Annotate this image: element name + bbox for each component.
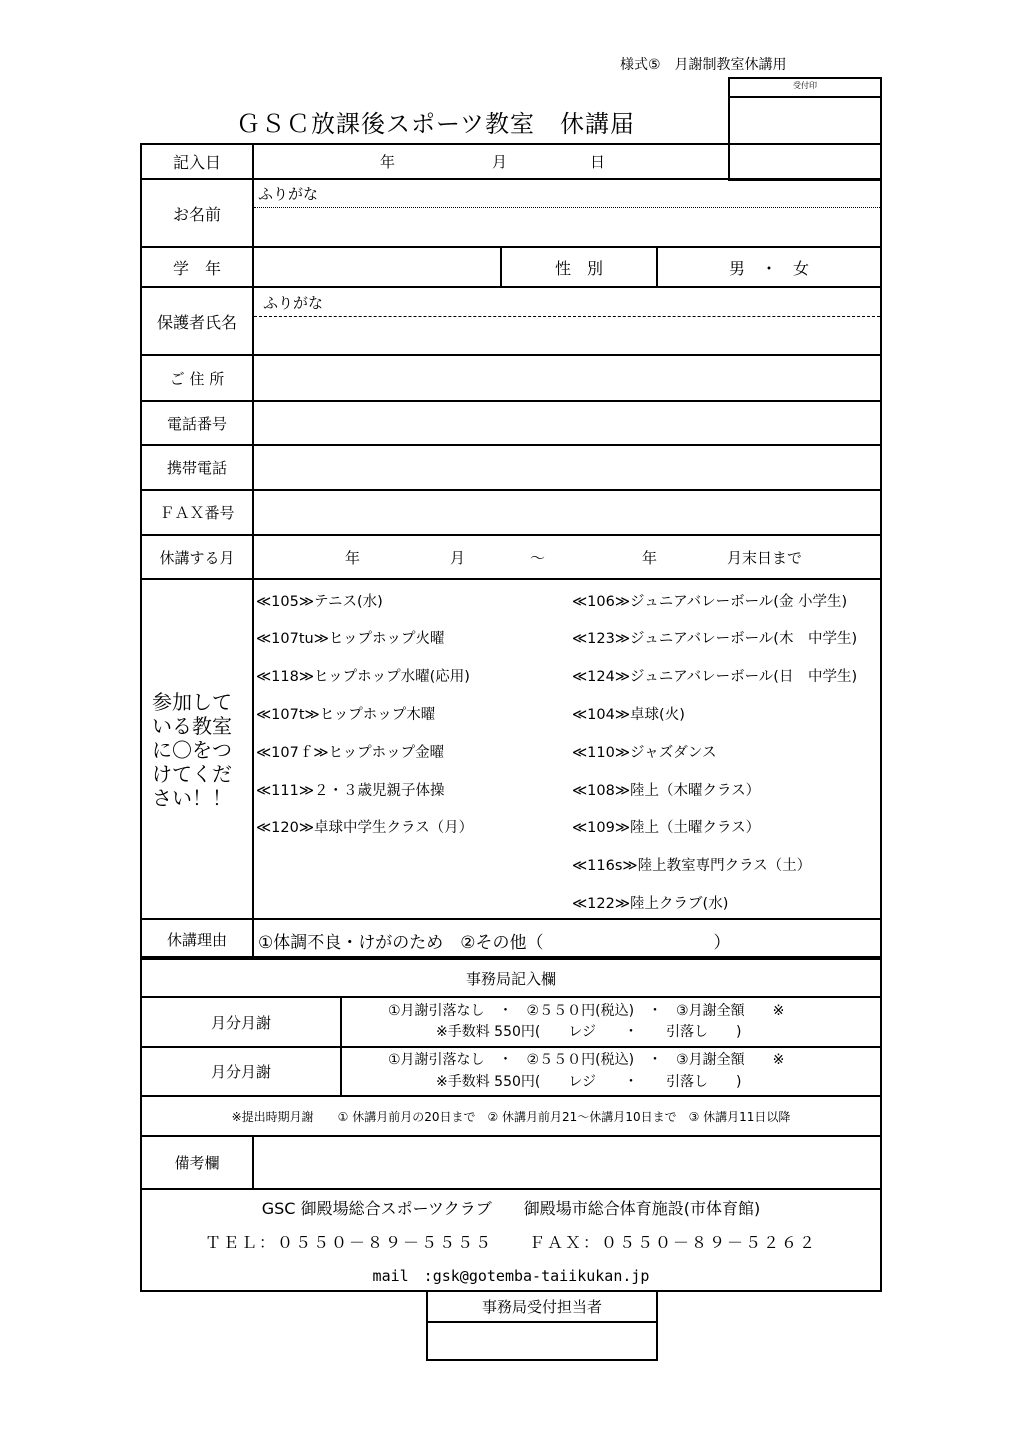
class-option-107f[interactable]: ≪107ｆ≫ヒップホップ金曜 [256, 745, 445, 761]
guardian-furigana-label: ふりがな [263, 294, 324, 312]
office-header: 事務局記入欄 [465, 969, 556, 988]
name-field[interactable] [254, 209, 880, 245]
class-option-106[interactable]: ≪106≫ジュニアバレーボール(金 小学生) [572, 594, 848, 610]
mobile-label: 携帯電話 [166, 459, 227, 477]
fee-row-1-commission[interactable]: ※手数料 550円( レジ ・ 引落し ) [436, 1024, 742, 1040]
grade-label: 学 年 [172, 258, 221, 278]
classes-label: 参加して いる教室 に〇をつ けてくだ さい！！ [152, 690, 232, 810]
fax-label: ＦＡＸ番号 [159, 504, 235, 522]
stamp-label: 受付印 [793, 81, 817, 90]
gender-label: 性 別 [554, 258, 603, 278]
date-month-unit: 月 [492, 153, 508, 171]
suspend-year1: 年 [345, 549, 361, 567]
suspend-end: 月末日まで [727, 549, 803, 567]
guardian-field[interactable] [254, 318, 880, 353]
class-option-107t[interactable]: ≪107t≫ヒップホップ木曜 [256, 707, 436, 723]
phone-label: 電話番号 [166, 414, 227, 433]
class-option-123[interactable]: ≪123≫ジュニアバレーボール(木 中学生) [572, 631, 858, 647]
mobile-field[interactable] [254, 446, 880, 489]
footer-mail: mail :gsk@gotemba-taiikukan.jp [372, 1267, 650, 1285]
footer-org: GSC 御殿場総合スポーツクラブ 御殿場市総合体育施設(市体育館) [261, 1199, 761, 1218]
page-title: ＧＳＣ放課後スポーツ教室 休講届 [236, 110, 636, 138]
form-type: 様式⑤ 月謝制教室休講用 [620, 57, 787, 73]
guardian-label: 保護者氏名 [156, 312, 237, 332]
date-year-unit: 年 [380, 153, 396, 171]
class-option-104[interactable]: ≪104≫卓球(火) [572, 707, 685, 723]
class-option-110[interactable]: ≪110≫ジャズダンス [572, 745, 717, 761]
address-field[interactable] [254, 356, 880, 400]
class-option-107tu[interactable]: ≪107tu≫ヒップホップ火曜 [256, 631, 445, 647]
deadline-note: ※提出時期月謝 ① 休講月前月の20日まで ② 休講月前月21～休講月10日まで ③ 休講月11日以降 [231, 1109, 791, 1124]
class-option-108[interactable]: ≪108≫陸上（木曜クラス） [572, 783, 761, 799]
suspend-tilde: ～ [530, 549, 546, 567]
reason-options[interactable]: ①体調不良・けがのため ②その他（ ） [258, 933, 731, 953]
class-option-118[interactable]: ≪118≫ヒップホップ水曜(応用) [256, 669, 470, 685]
entry-date-label: 記入日 [172, 153, 221, 172]
fax-field[interactable] [254, 491, 880, 534]
class-option-122[interactable]: ≪122≫陸上クラブ(水) [572, 896, 729, 912]
date-day-unit: 日 [590, 153, 606, 171]
class-option-105[interactable]: ≪105≫テニス(水) [256, 594, 383, 610]
class-option-111[interactable]: ≪111≫２・３歳児親子体操 [256, 783, 445, 799]
class-option-109[interactable]: ≪109≫陸上（土曜クラス） [572, 820, 761, 836]
grade-field[interactable] [254, 248, 500, 286]
suspend-year2: 年 [642, 549, 658, 567]
reason-label: 休講理由 [166, 930, 227, 949]
phone-field[interactable] [254, 402, 880, 444]
fee-row-2-commission[interactable]: ※手数料 550円( レジ ・ 引落し ) [436, 1074, 742, 1090]
suspend-month1: 月 [450, 549, 466, 567]
notes-field[interactable] [254, 1137, 880, 1188]
fee-row-1-options[interactable]: ①月謝引落なし ・ ②５５０円(税込) ・ ③月謝全額 ※ [388, 1003, 785, 1019]
class-option-116s[interactable]: ≪116s≫陸上教室専門クラス（土） [572, 858, 812, 874]
class-option-124[interactable]: ≪124≫ジュニアバレーボール(日 中学生) [572, 669, 858, 685]
notes-label: 備考欄 [174, 1154, 220, 1172]
name-label: お名前 [172, 204, 221, 224]
suspend-month-label: 休講する月 [159, 548, 235, 567]
class-option-120[interactable]: ≪120≫卓球中学生クラス（月） [256, 820, 474, 836]
fee-row-2-options[interactable]: ①月謝引落なし ・ ②５５０円(税込) ・ ③月謝全額 ※ [388, 1052, 785, 1068]
receiver-label: 事務局受付担当者 [481, 1298, 602, 1316]
address-label: ご 住 所 [169, 369, 225, 388]
receiver-field[interactable] [428, 1323, 656, 1359]
footer-contact: ＴＥＬ：０５５０－８９－５５５５ ＦＡＸ：０５５０－８９－５２６２ [204, 1233, 817, 1252]
name-furigana-label: ふりがな [258, 185, 319, 203]
fee-row-1-label: 月分月謝 [210, 1013, 271, 1032]
fee-row-2-label: 月分月謝 [210, 1063, 271, 1081]
gender-options[interactable]: 男 ・ 女 [728, 258, 809, 278]
